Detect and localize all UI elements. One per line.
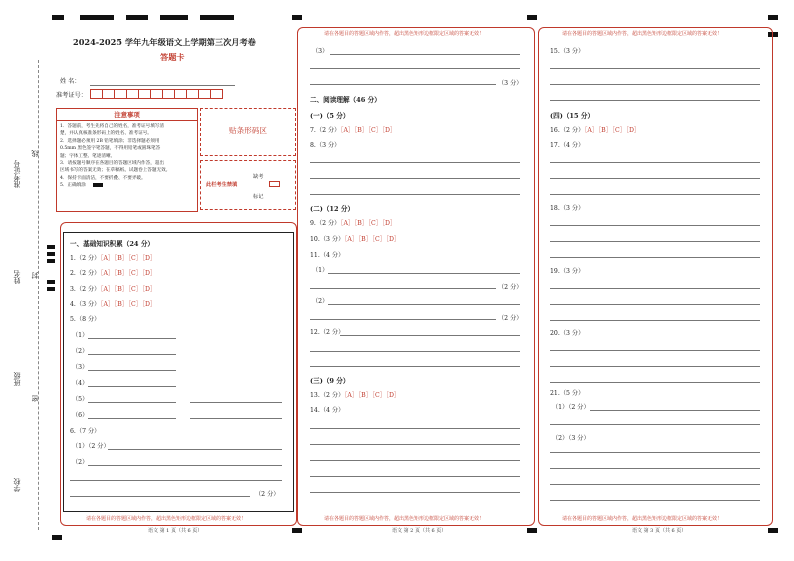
absent-mark-label: 缺考 xyxy=(253,174,264,180)
answer-line[interactable] xyxy=(550,500,760,501)
answer-line[interactable] xyxy=(310,162,520,163)
choice-options[interactable]: ［A］［B］［C］［D］ xyxy=(584,127,641,134)
question-21: 21.（5 分） xyxy=(550,390,585,397)
answer-line[interactable] xyxy=(310,194,520,195)
answer-line[interactable] xyxy=(88,338,176,339)
answer-line[interactable] xyxy=(310,288,496,289)
warning-note: 请在各题目的答题区域内作答，超出黑色矩形边框限定区域的答案无效！ xyxy=(86,516,247,522)
answer-line[interactable] xyxy=(550,424,760,425)
answer-line[interactable] xyxy=(310,84,496,85)
answer-line[interactable] xyxy=(88,370,176,371)
answer-line[interactable] xyxy=(550,366,760,367)
position-mark xyxy=(52,15,64,20)
answer-line[interactable] xyxy=(550,382,760,383)
notice-box xyxy=(56,108,198,212)
passage-1-title: (一)（5 分） xyxy=(310,112,350,120)
position-mark xyxy=(527,528,537,533)
notice-item: 楚，并认真核准条形码上的姓名、准考证号。 xyxy=(60,131,152,137)
question-17: 17.（4 分） xyxy=(550,142,585,149)
answer-line[interactable] xyxy=(550,178,760,179)
answer-line[interactable] xyxy=(310,366,520,367)
question-2[interactable]: 2.（2 分）［A］［B］［C］［D］ xyxy=(70,270,157,277)
answer-line[interactable] xyxy=(340,335,520,336)
answer-line[interactable] xyxy=(590,410,760,411)
answer-line[interactable] xyxy=(310,460,520,461)
side-name-label: 姓名 xyxy=(13,270,21,284)
answer-line[interactable] xyxy=(310,319,496,320)
answer-line[interactable] xyxy=(88,354,176,355)
choice-options[interactable]: ［A］［B］［C］［D］ xyxy=(100,270,157,277)
answer-line[interactable] xyxy=(550,241,760,242)
binding-line xyxy=(38,60,39,530)
question-6: 6.（7 分） xyxy=(70,428,101,435)
answer-line[interactable] xyxy=(550,84,760,85)
question-5-sub: （2） xyxy=(72,348,89,355)
answer-line[interactable] xyxy=(190,402,282,403)
answer-line[interactable] xyxy=(310,68,520,69)
question-15: 15.（3 分） xyxy=(550,48,585,55)
answer-line[interactable] xyxy=(550,194,760,195)
question-5-sub: （5） xyxy=(72,396,89,403)
passage-2-title: (二)（12 分） xyxy=(310,205,355,213)
id-number-boxes[interactable] xyxy=(90,89,222,99)
absent-mark-label: 标记 xyxy=(253,194,264,200)
absent-label: 此栏考生禁填 xyxy=(206,182,238,188)
position-mark xyxy=(768,528,778,533)
notice-item: 区域书写的答案无效；在草稿纸、试题卷上答题无效。 xyxy=(60,168,171,174)
answer-line[interactable] xyxy=(550,304,760,305)
side-seal-label: 封 xyxy=(31,272,39,279)
answer-line[interactable] xyxy=(550,484,760,485)
question-9[interactable]: 9.（2 分）［A］［B］［C］［D］ xyxy=(310,220,397,227)
question-21-sub2: （2）（3 分） xyxy=(552,435,590,442)
answer-line[interactable] xyxy=(328,304,520,305)
question-14: 14.（4 分） xyxy=(310,407,345,414)
question-11-score: （2 分） xyxy=(498,284,523,291)
choice-options[interactable]: ［A］［B］［C］［D］ xyxy=(100,301,157,308)
question-19: 19.（3 分） xyxy=(550,268,585,275)
answer-sheet-title: 答题卡 xyxy=(160,52,185,62)
answer-line[interactable] xyxy=(550,162,760,163)
answer-line[interactable] xyxy=(310,476,520,477)
question-3[interactable]: 3.（2 分）［A］［B］［C］［D］ xyxy=(70,286,157,293)
position-mark xyxy=(768,15,778,20)
answer-line[interactable] xyxy=(550,100,760,101)
answer-line[interactable] xyxy=(70,496,250,497)
choice-options[interactable]: ［A］［B］［C］［D］ xyxy=(344,392,401,399)
absent-checkbox[interactable] xyxy=(269,181,280,187)
position-mark xyxy=(47,259,55,263)
answer-line[interactable] xyxy=(328,273,520,274)
question-21-sub1: （1）（2 分） xyxy=(552,404,590,411)
answer-line[interactable] xyxy=(88,465,282,466)
choice-options[interactable]: ［A］［B］［C］［D］ xyxy=(340,127,397,134)
page-footer: 语文 第 2 页（共 6 页） xyxy=(392,528,447,534)
position-mark xyxy=(52,535,62,540)
question-5-sub: （3） xyxy=(72,364,89,371)
position-mark xyxy=(47,252,55,256)
question-20: 20.（3 分） xyxy=(550,330,585,337)
question-8: 8.（3 分） xyxy=(310,142,341,149)
notice-item: 0.5mm 黑色签字笔答题，不得用铅笔或圆珠笔答 xyxy=(60,146,161,152)
carryover-sub: （3） xyxy=(312,48,329,55)
answer-line[interactable] xyxy=(550,288,760,289)
choice-options[interactable]: ［A］［B］［C］［D］ xyxy=(344,236,401,243)
question-6-sub1: （1）（2 分） xyxy=(72,443,110,450)
question-5-sub: （6） xyxy=(72,412,89,419)
question-1[interactable]: 1.（2 分）［A］［B］［C］［D］ xyxy=(70,255,157,262)
answer-line[interactable] xyxy=(108,449,282,450)
notice-item: 3．请按题号顺序在各题目的答题区域内作答，超出 xyxy=(60,161,164,167)
answer-line[interactable] xyxy=(88,402,176,403)
answer-line[interactable] xyxy=(330,54,520,55)
answer-line[interactable] xyxy=(310,428,520,429)
question-13[interactable]: 13.（2 分）［A］［B］［C］［D］ xyxy=(310,392,401,399)
name-label: 姓 名： xyxy=(60,78,81,85)
warning-note: 请在各题目的答题区域内作答，超出黑色矩形边框限定区域的答案无效！ xyxy=(324,516,485,522)
side-class-label: 班级 xyxy=(13,372,21,386)
question-11-sub1: （1） xyxy=(312,267,329,274)
question-10[interactable]: 10.（3 分）［A］［B］［C］［D］ xyxy=(310,236,401,243)
answer-line[interactable] xyxy=(88,418,176,419)
notice-item: 2．选择题必须用 2B 铅笔填涂；非选择题必须用 xyxy=(60,138,160,144)
barcode-label: 贴条形码区 xyxy=(229,126,267,135)
side-secret-label: 密 xyxy=(31,395,39,402)
position-mark xyxy=(160,15,188,20)
choice-options[interactable]: ［A］［B］［C］［D］ xyxy=(340,220,397,227)
side-id-label: 准考证号 xyxy=(13,160,21,188)
warning-note: 请在各题目的答题区域内作答，超出黑色矩形边框限定区域的答案无效！ xyxy=(562,31,723,37)
answer-line[interactable] xyxy=(88,386,176,387)
question-11-score: （2 分） xyxy=(498,315,523,322)
answer-line[interactable] xyxy=(550,350,760,351)
question-12: 12.（2 分） xyxy=(310,329,345,336)
notice-title: 注意事项 xyxy=(57,109,197,121)
page-footer: 语文 第 1 页（共 6 页） xyxy=(148,528,203,534)
position-mark xyxy=(80,15,114,20)
warning-note: 请在各题目的答题区域内作答，超出黑色矩形边框限定区域的答案无效！ xyxy=(324,31,485,37)
question-4[interactable]: 4.（3 分）［A］［B］［C］［D］ xyxy=(70,301,157,308)
question-16[interactable]: 16.（2 分）［A］［B］［C］［D］ xyxy=(550,127,641,134)
notice-item: 题；字体工整、笔迹清晰。 xyxy=(60,153,116,159)
answer-line[interactable] xyxy=(310,492,520,493)
side-line-label: 线 xyxy=(31,150,39,157)
position-mark xyxy=(292,15,302,20)
answer-line[interactable] xyxy=(550,320,760,321)
absent-box xyxy=(200,160,296,210)
position-mark xyxy=(292,528,302,533)
passage-3-title: (三)（9 分） xyxy=(310,377,350,385)
position-mark xyxy=(200,15,234,20)
question-5: 5.（8 分） xyxy=(70,316,101,323)
answer-line[interactable] xyxy=(550,468,760,469)
exam-title: 2024-2025 学年九年级语文上学期第三次月考卷 xyxy=(73,37,256,47)
page-footer: 语文 第 3 页（共 6 页） xyxy=(632,528,687,534)
answer-line[interactable] xyxy=(310,178,520,179)
question-18: 18.（3 分） xyxy=(550,205,585,212)
id-label: 准考证号： xyxy=(56,92,87,99)
question-11-sub2: （2） xyxy=(312,298,329,305)
answer-line[interactable] xyxy=(550,225,760,226)
position-mark xyxy=(47,287,55,291)
position-mark xyxy=(47,245,55,249)
question-5-sub: （4） xyxy=(72,380,89,387)
question-5-sub: （1） xyxy=(72,332,89,339)
answer-line[interactable] xyxy=(70,480,282,481)
answer-line[interactable] xyxy=(190,418,282,419)
answer-line[interactable] xyxy=(310,444,520,445)
position-mark xyxy=(126,15,148,20)
barcode-area xyxy=(200,108,296,156)
answer-line[interactable] xyxy=(550,452,760,453)
filled-sample-mark xyxy=(93,183,103,187)
answer-line[interactable] xyxy=(550,257,760,258)
notice-item: 1．答题前，考生先将自己的姓名，准考证号填写清 xyxy=(60,124,164,129)
passage-4-title: (四)（15 分） xyxy=(550,112,595,120)
side-school-label: 学校 xyxy=(13,478,21,492)
answer-line[interactable] xyxy=(310,351,520,352)
question-6-sub2: （2） xyxy=(72,459,89,466)
answer-line[interactable] xyxy=(550,68,760,69)
position-mark xyxy=(47,280,55,284)
question-11: 11.（4 分） xyxy=(310,252,345,259)
notice-item: 5．正确填涂 xyxy=(60,183,86,189)
section1-title: 一、基础知识积累（24 分） xyxy=(70,240,155,248)
warning-note: 请在各题目的答题区域内作答，超出黑色矩形边框限定区域的答案无效！ xyxy=(562,516,723,522)
question-7[interactable]: 7.（2 分）［A］［B］［C］［D］ xyxy=(310,127,397,134)
name-field[interactable] xyxy=(90,85,235,86)
choice-options[interactable]: ［A］［B］［C］［D］ xyxy=(100,286,157,293)
section2-title: 二、阅读理解（46 分） xyxy=(310,96,381,104)
position-mark xyxy=(527,15,537,20)
choice-options[interactable]: ［A］［B］［C］［D］ xyxy=(100,255,157,262)
question-6-score: （2 分） xyxy=(255,491,280,498)
carryover-score: （3 分） xyxy=(498,80,523,87)
notice-item: 4．保持卡面清洁，不要折叠、不要弄破。 xyxy=(60,175,146,181)
